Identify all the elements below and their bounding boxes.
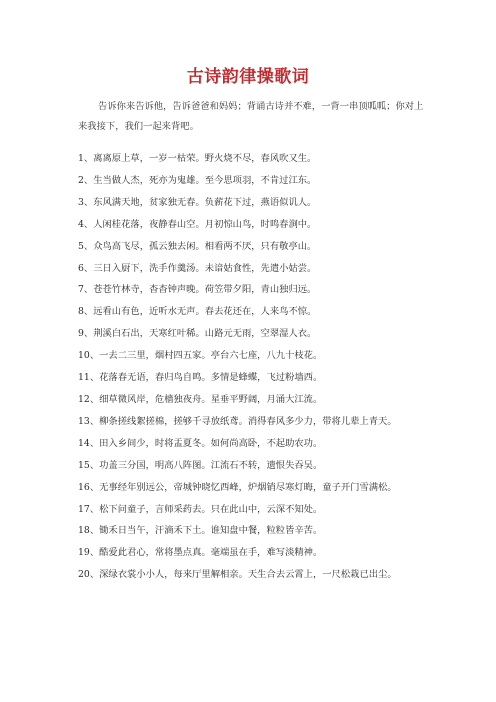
intro-paragraph: 告诉你来告诉他，告诉爸爸和妈妈；背诵古诗并不难，一背一串顶呱呱；你对上来我接下，我们一起来背吧。	[78, 101, 424, 132]
poem-line: 19、酷爱此君心，常将墨点真。毫端虽在手，难写淡精神。	[78, 547, 323, 559]
poem-line: 5、众鸟高飞尽，孤云独去闲。相看两不厌，只有敬亭山。	[78, 240, 317, 252]
poem-line: 7、苍苍竹林寺，杳杳钟声晚。荷笠带夕阳，青山独归远。	[78, 284, 317, 296]
poem-line: 2、生当做人杰，死亦为鬼雄。至今思项羽，不肯过江东。	[78, 174, 317, 186]
poem-line: 12、细草微风岸，危樯独夜舟。星垂平野阔，月涌大江流。	[78, 393, 323, 405]
poem-line: 3、东风满天地，贫家独无春。负薪花下过，燕语似讥人。	[78, 196, 317, 208]
document-title: 古诗韵律操歌词	[186, 67, 310, 87]
poem-line: 20、深绿衣裳小小人，每来厅里解相亲。天生合去云霄上，一尺松栽已出尘。	[78, 569, 397, 581]
poem-line: 17、松下问童子，言师采药去。只在此山中，云深不知处。	[78, 503, 323, 515]
poem-line: 1、离离原上草，一岁一枯荣。野火烧不尽，春风吹又生。	[78, 153, 317, 164]
poem-line: 14、田入乡间少，时将盂夏冬。如何尚高卧，不起助农功。	[78, 437, 323, 449]
poem-line: 9、荆溪白石出，天寒红叶稀。山路元无雨，空翠湿人衣。	[78, 328, 317, 340]
poem-list	[78, 148, 434, 586]
poem-line: 13、柳条搓线絮搓棉，搓够千寻放纸鸢。消得春风多少力，带将儿辈上青天。	[78, 415, 397, 427]
poem-line: 6、三日入厨下，洗手作羹汤。未谙姑食性，先遣小姑尝。	[78, 262, 317, 274]
poem-line: 8、远看山有色，近听水无声。春去花还在，人来鸟不惊。	[78, 306, 317, 318]
poem-line: 15、功盖三分国，明高八阵图。江流石不转，遗恨失吞吴。	[78, 459, 323, 471]
poem-line: 4、人闲桂花落，夜静春山空。月初惊山鸟，时鸣春涧中。	[78, 218, 317, 230]
poem-line: 10、一去二三里，烟村四五家。亭台六七座，八九十枝花。	[78, 350, 323, 362]
poem-line: 11、花落春无语，春归鸟自鸣。多情是蜂蝶，飞过粉墙西。	[78, 372, 323, 384]
poem-line: 18、锄禾日当午，汗滴禾下土。谁知盘中餐，粒粒皆辛苦。	[78, 525, 323, 537]
poem-line: 16、无事经年别远公，帝城钟晓忆西峰，炉烟销尽寒灯晦，童子开门雪满松。	[78, 481, 397, 493]
